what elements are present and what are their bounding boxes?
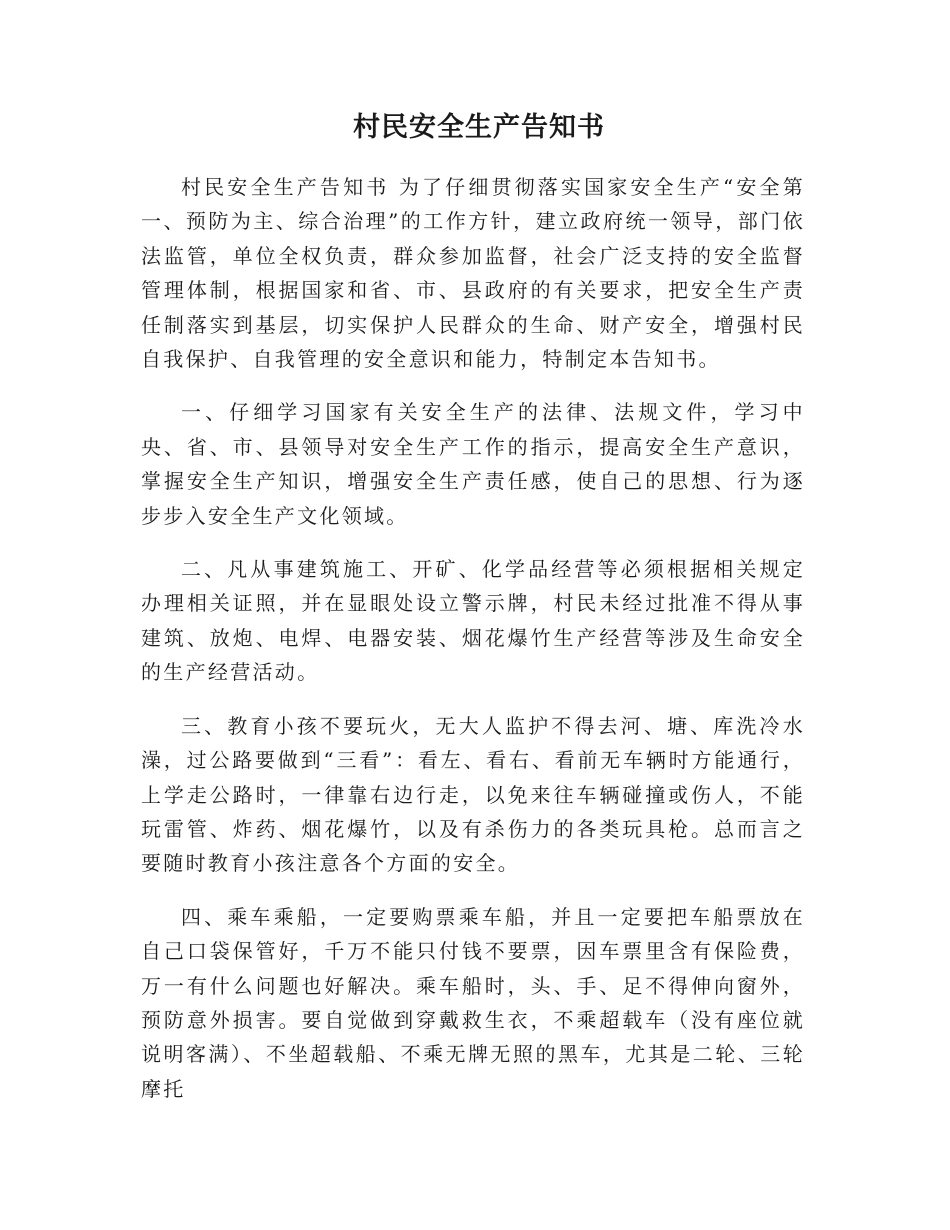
- paragraph-item-1: 一、仔细学习国家有关安全生产的法律、法规文件，学习中央、省、市、县领导对安全生产工作的指示，提高安全生产意识，掌握安全生产知识，增强安全生产责任感，使自己的思想、行为逐步步入安全生产文化领域。: [141, 400, 805, 528]
- document-page: [141, 108, 805, 1125]
- document-title: 村民安全生产告知书: [353, 112, 605, 143]
- paragraph-item-3: 三、教育小孩不要玩火，无大人监护不得去河、塘、库洗冷水澡，过公路要做到“三看”：看左、看右、看前无车辆时方能通行，上学走公路时，一律靠右边行走，以免来往车辆碰撞或伤人，不能玩雷管、炸药、烟花爆竹，以及有杀伤力的各类玩具枪。总而言之要随时教育小孩注意各个方面的安全。: [141, 713, 805, 876]
- paragraph-intro: 村民安全生产告知书 为了仔细贯彻落实国家安全生产“安全第一、预防为主、综合治理”的工作方针，建立政府统一领导，部门依法监管，单位全权负责，群众参加监督，社会广泛支持的安全监督管理体制，根据国家和省、市、县政府的有关要求，把安全生产责任制落实到基层，切实保护人民群众的生命、财产安全，增强村民自我保护、自我管理的安全意识和能力，特制定本告知书。: [141, 175, 805, 372]
- paragraph-item-4: 四、乘车乘船，一定要购票乘车船，并且一定要把车船票放在自己口袋保管好，千万不能只付钱不要票，因车票里含有保险费，万一有什么问题也好解决。乘车船时，头、手、足不得伸向窗外，预防意外损害。要自觉做到穿戴救生衣，不乘超载车（没有座位就说明客满）、不坐超载船、不乘无牌无照的黑车，尤其是二轮、三轮摩托: [141, 904, 805, 1101]
- paragraph-item-2: 二、凡从事建筑施工、开矿、化学品经营等必须根据相关规定办理相关证照，并在显眼处设立警示牌，村民未经过批准不得从事建筑、放炮、电焊、电器安装、烟花爆竹生产经营等涉及生命安全的生产经营活动。: [141, 557, 805, 685]
